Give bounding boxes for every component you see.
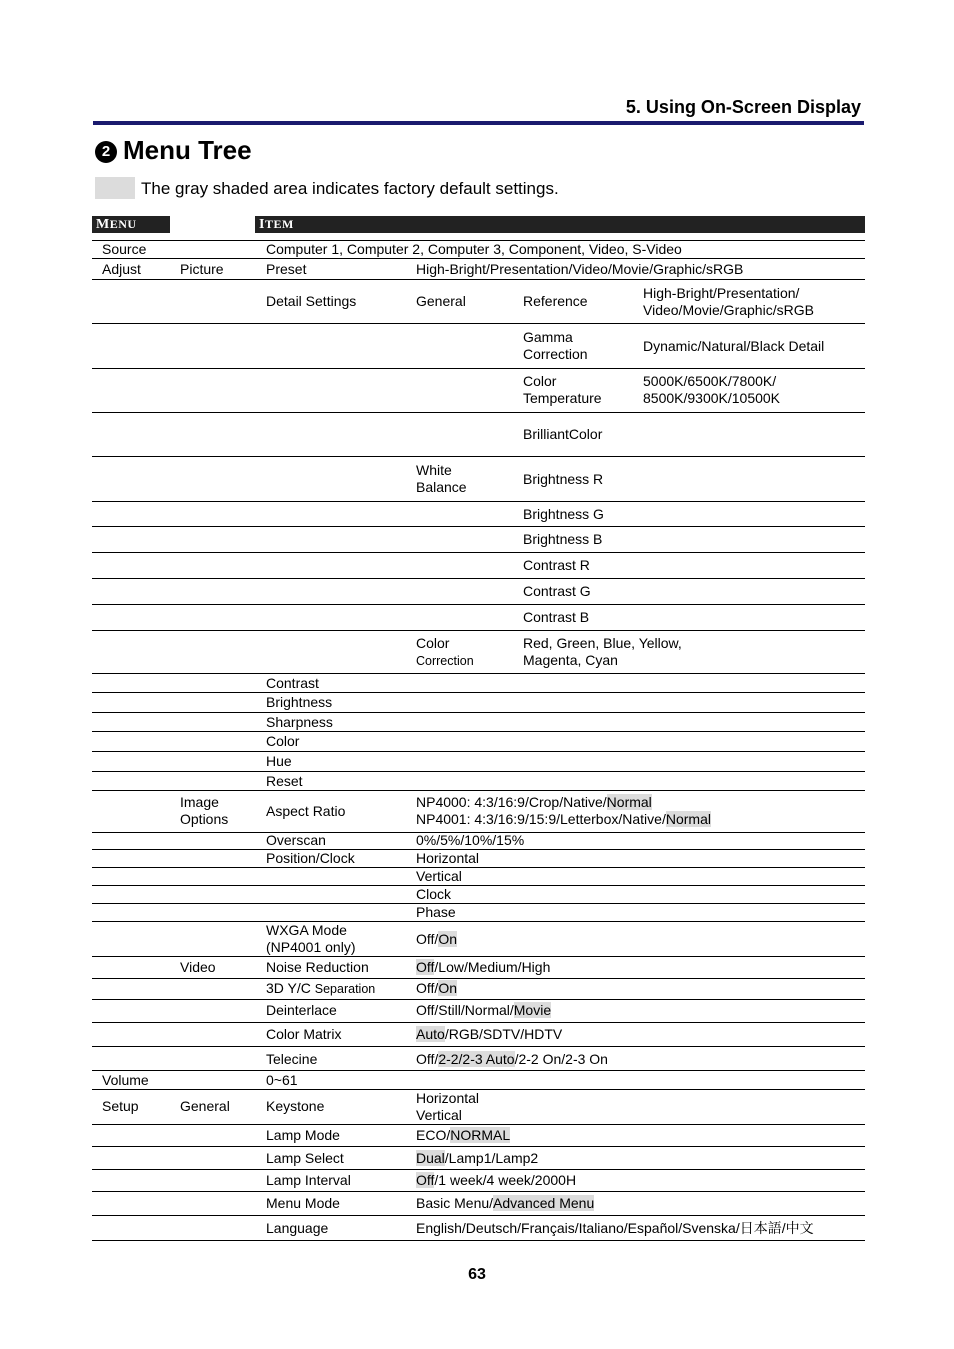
table-cell: High-Bright/Presentation/ Video/Movie/Graphic/sRGB xyxy=(643,285,814,318)
table-cell: BrilliantColor xyxy=(523,426,603,442)
table-cell: Color Temperature xyxy=(523,373,602,406)
default-value-highlight: Movie xyxy=(513,1002,552,1018)
table-cell: Lamp Mode xyxy=(266,1127,340,1143)
table-cell: Aspect Ratio xyxy=(266,803,346,819)
table-cell: Deinterlace xyxy=(266,1002,337,1018)
table-cell: Menu Mode xyxy=(266,1195,340,1211)
table-cell: High-Bright/Presentation/Video/Movie/Graphic/sRGB xyxy=(416,261,744,277)
row-divider xyxy=(92,630,865,631)
table-cell: Picture xyxy=(180,261,224,277)
table-cell: Image Options xyxy=(180,794,229,827)
row-divider xyxy=(92,604,865,605)
table-cell: Red, Green, Blue, Yellow, Magenta, Cyan xyxy=(523,635,682,668)
row-divider xyxy=(92,526,865,527)
row-divider xyxy=(92,1215,865,1216)
table-cell: Vertical xyxy=(416,868,462,884)
row-divider xyxy=(92,1240,865,1241)
table-cell: Detail Settings xyxy=(266,293,357,309)
table-cell: Sharpness xyxy=(266,714,333,730)
row-divider xyxy=(92,1046,865,1047)
table-cell: Contrast B xyxy=(523,609,590,625)
row-divider xyxy=(92,323,865,324)
row-divider xyxy=(92,771,865,772)
row-divider xyxy=(92,1146,865,1147)
gray-swatch xyxy=(95,177,135,199)
default-value-highlight: NORMAL xyxy=(450,1127,511,1143)
table-cell: Adjust xyxy=(102,261,141,277)
row-divider xyxy=(92,903,865,904)
row-divider xyxy=(92,552,865,553)
table-cell: Dynamic/Natural/Black Detail xyxy=(643,338,825,354)
table-cell: Off/On xyxy=(416,980,457,996)
default-value-highlight: Dual xyxy=(416,1150,445,1166)
default-value-highlight: Auto xyxy=(416,1026,445,1042)
row-divider xyxy=(92,1169,865,1170)
default-value-highlight: Off xyxy=(416,1172,435,1188)
table-cell: General xyxy=(416,293,466,309)
default-value-highlight: Advanced Menu xyxy=(493,1195,595,1211)
table-cell: Noise Reduction xyxy=(266,959,369,975)
table-cell: Lamp Interval xyxy=(266,1172,351,1188)
table-cell: Video xyxy=(180,959,216,975)
table-cell: Position/Clock xyxy=(266,850,355,866)
table-cell: Dual/Lamp1/Lamp2 xyxy=(416,1150,539,1166)
row-divider xyxy=(92,412,865,413)
table-cell: Lamp Select xyxy=(266,1150,344,1166)
row-divider xyxy=(92,999,865,1000)
row-divider xyxy=(92,751,865,752)
table-cell: Brightness G xyxy=(523,506,604,522)
table-cell: English/Deutsch/Français/Italiano/Español/Svenska/日本語/中文 xyxy=(416,1220,814,1236)
table-cell: Hue xyxy=(266,753,292,769)
table-cell: Computer 1, Computer 2, Computer 3, Component, Video, S-Video xyxy=(266,241,682,257)
table-cell: Source xyxy=(102,241,147,257)
table-cell: Language xyxy=(266,1220,329,1236)
table-cell: 3D Y/C Separation xyxy=(266,980,376,996)
table-cell: Preset xyxy=(266,261,307,277)
table-cell: General xyxy=(180,1098,230,1114)
row-divider xyxy=(92,885,865,886)
table-cell: NP4000: 4:3/16:9/Crop/Native/Normal NP4001: 4:3/16:9/15:9/Letterbox/Native/Normal xyxy=(416,794,711,827)
table-cell: Off/Low/Medium/High xyxy=(416,959,551,975)
table-cell: 5000K/6500K/7800K/ 8500K/9300K/10500K xyxy=(643,373,781,406)
row-divider xyxy=(92,731,865,732)
table-cell: Basic Menu/Advanced Menu xyxy=(416,1195,595,1211)
row-divider xyxy=(92,456,865,457)
row-divider xyxy=(92,921,865,922)
page-number: 63 xyxy=(468,1266,486,1283)
row-divider xyxy=(92,501,865,502)
table-cell: Color Correction xyxy=(416,635,474,668)
row-divider xyxy=(92,956,865,957)
table-cell: 0~61 xyxy=(266,1072,298,1088)
table-cell: Telecine xyxy=(266,1051,318,1067)
row-divider xyxy=(92,1022,865,1023)
step-number-badge: 2 xyxy=(95,141,117,163)
table-cell: 0%/5%/10%/15% xyxy=(416,832,525,848)
row-divider xyxy=(92,790,865,791)
table-cell: WXGA Mode (NP4001 only) xyxy=(266,922,356,955)
section-title: 5. Using On-Screen Display xyxy=(625,97,861,117)
default-value-highlight: 2-2/2-3 Auto xyxy=(438,1051,515,1067)
table-cell: Brightness xyxy=(266,694,333,710)
table-cell: Gamma Correction xyxy=(523,329,588,362)
table-cell: Off/2-2/2-3 Auto/2-2 On/2-3 On xyxy=(416,1051,608,1067)
table-cell: Contrast G xyxy=(523,583,591,599)
page-title xyxy=(95,135,252,166)
table-cell: Brightness R xyxy=(523,471,604,487)
row-divider xyxy=(92,368,865,369)
table-cell: Brightness B xyxy=(523,531,603,547)
table-cell: Auto/RGB/SDTV/HDTV xyxy=(416,1026,563,1042)
table-cell: Volume xyxy=(102,1072,149,1088)
default-value-highlight: On xyxy=(438,980,457,996)
row-divider xyxy=(92,867,865,868)
table-cell: Phase xyxy=(416,904,456,920)
default-settings-note xyxy=(95,177,559,199)
header-rule xyxy=(93,121,864,125)
row-divider xyxy=(92,673,865,674)
column-header-item: ITEM xyxy=(255,216,865,233)
page-title-text: Menu Tree xyxy=(123,135,252,165)
table-cell: Contrast R xyxy=(523,557,590,573)
row-divider xyxy=(92,258,865,259)
table-cell: Horizontal xyxy=(416,850,480,866)
table-cell: Reference xyxy=(523,293,588,309)
table-cell: Off/Still/Normal/Movie xyxy=(416,1002,552,1018)
table-cell: Off/1 week/4 week/2000H xyxy=(416,1172,577,1188)
table-cell: Overscan xyxy=(266,832,326,848)
table-cell: Clock xyxy=(416,886,452,902)
row-divider xyxy=(92,1070,865,1071)
default-value-highlight: Normal xyxy=(665,811,711,827)
table-cell: White Balance xyxy=(416,462,467,495)
table-cell: Reset xyxy=(266,773,303,789)
row-divider xyxy=(92,1124,865,1125)
table-cell: ECO/NORMAL xyxy=(416,1127,511,1143)
default-value-highlight: Normal xyxy=(606,794,652,810)
table-cell: Setup xyxy=(102,1098,139,1114)
note-text: The gray shaded area indicates factory default settings. xyxy=(141,179,559,198)
row-divider xyxy=(92,1191,865,1192)
row-divider xyxy=(92,578,865,579)
table-cell: Color Matrix xyxy=(266,1026,342,1042)
row-divider xyxy=(92,279,865,280)
default-value-highlight: On xyxy=(438,931,457,947)
table-cell: Off/On xyxy=(416,931,457,947)
table-cell: Color xyxy=(266,733,300,749)
row-divider xyxy=(92,978,865,979)
table-cell: Contrast xyxy=(266,675,319,691)
column-header-menu: MENU xyxy=(92,216,170,233)
default-value-highlight: Off xyxy=(416,959,435,975)
row-divider xyxy=(92,692,865,693)
row-divider xyxy=(92,712,865,713)
table-cell: Horizontal Vertical xyxy=(416,1090,480,1123)
table-cell: Keystone xyxy=(266,1098,325,1114)
